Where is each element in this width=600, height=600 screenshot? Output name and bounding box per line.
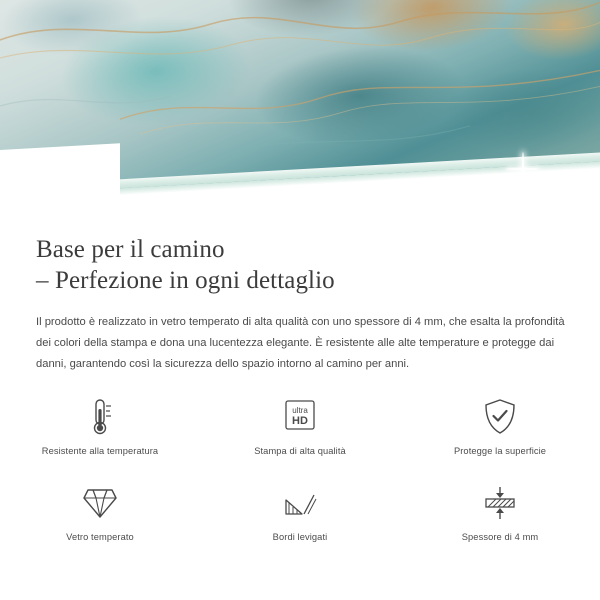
diamond-icon [80,478,120,528]
shield-check-icon [482,392,518,442]
headline-line-2: – Perfezione in ogni dettaglio [36,267,335,294]
headline-line-1: Base per il camino [36,236,225,263]
feature-temperature-resistant [0,392,200,478]
feature-polished-edges [200,478,400,564]
svg-text:HD: HD [292,415,308,427]
feature-high-quality-print [200,392,400,478]
svg-text:ultra: ultra [292,406,308,415]
hatched-edge-icon [280,478,320,528]
ultra-hd-icon [280,392,320,442]
feature-label: Bordi levigati [272,532,328,542]
sparkle-icon [486,176,500,190]
thickness-arrows-icon [480,478,520,528]
feature-thickness-4mm [400,478,600,564]
feature-label: Stampa di alta qualità [254,446,346,456]
feature-label: Resistente alla temperatura [41,446,159,456]
thermometer-icon [83,392,117,442]
sparkle-icon [536,172,556,192]
page-title [0,218,600,296]
feature-grid [0,392,600,564]
feature-surface-protection [400,392,600,478]
feature-label: Vetro temperato [66,532,134,542]
feature-label: Protegge la superficie [453,446,547,456]
hero-left-mask [0,143,120,218]
feature-label: Spessore di 4 mm [461,532,539,542]
hero-image [0,0,600,218]
feature-tempered-glass [0,478,200,564]
text-content [0,218,600,375]
body-paragraph: Il prodotto è realizzato in vetro temperato di alta qualità con uno spessore di 4 mm, che esalta la profondità dei colori della stampa e dona una lucentezza elegante. È resistente alle alte temperature e protegge dai danni, garantendo così la sicurezza dello spazio intorno al camino per anni. [36,316,565,370]
